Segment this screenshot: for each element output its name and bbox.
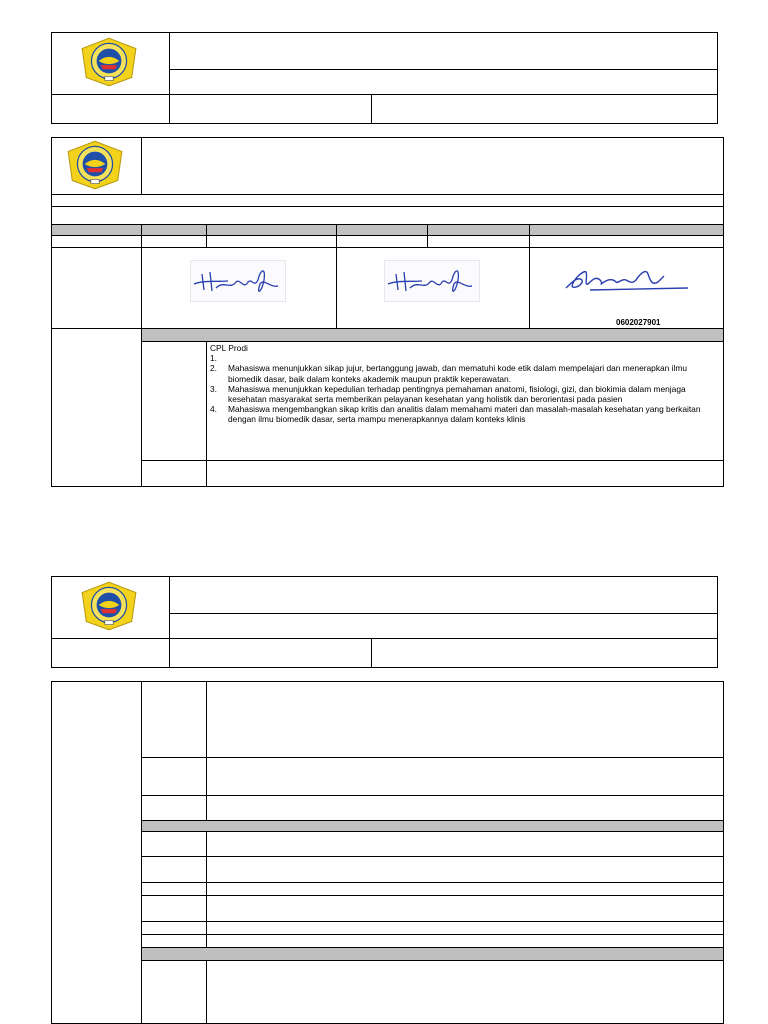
list-item xyxy=(210,404,718,424)
rps2-row-3-label xyxy=(141,795,207,821)
cpl-item-text: Mahasiswa menunjukkan sikap jujur, bertanggung jawab, dan mematuhi kode etik dalam mempelajari dan menerapkan ilmu biomedik dasar, baik dalam konteks akademik maupun praktik keperawatan. xyxy=(228,363,688,384)
rps-title-cell xyxy=(141,137,724,195)
rps2-row-9-content xyxy=(206,934,724,948)
cpl-item-number: 4. xyxy=(210,404,217,415)
header-title-cell xyxy=(169,32,718,70)
header-title-cell xyxy=(169,576,718,614)
cpl-title: CPL Prodi xyxy=(210,343,248,353)
rps-cpmk-content-cell xyxy=(206,460,724,487)
signature-2-image xyxy=(384,260,480,302)
header-subtitle-cell xyxy=(169,69,718,95)
university-seal-icon xyxy=(64,139,126,191)
signature-1-image xyxy=(190,260,286,302)
rps2-row-8-label xyxy=(141,921,207,935)
header-bottom-right-cell xyxy=(371,638,718,668)
cpl-item-text: Mahasiswa menunjukkan kepedulian terhadap pentingnya pemahaman anatomi, fisiologi, gizi, dan biokimia dalam menjaga kesehatan masyarakat serta memberikan pelayanan kesehatan yang holistik dan berorientasi pada pasien xyxy=(228,383,686,405)
header-bottom-mid-cell xyxy=(169,94,372,124)
rps2-row-7-content xyxy=(206,895,724,922)
rps2-row-1-label xyxy=(141,681,207,758)
rps-table-2 xyxy=(51,681,724,1024)
rps-outcome-gray-bar xyxy=(141,328,724,342)
rps-authorization-label-cell xyxy=(51,247,142,329)
cpl-item-number: 3. xyxy=(210,383,217,394)
rps-cpl-label-cell xyxy=(141,341,207,461)
header-bottom-left-cell xyxy=(51,638,170,668)
rps2-row-2-content xyxy=(206,757,724,796)
header-bottom-left-cell xyxy=(51,94,170,124)
signature-code: 0602027901 xyxy=(616,318,661,327)
header-box-2 xyxy=(51,576,718,668)
rps2-row-7-label xyxy=(141,895,207,922)
cpl-text xyxy=(210,343,718,425)
list-item xyxy=(210,353,718,363)
rps2-row-1-content xyxy=(206,681,724,758)
header-subtitle-cell xyxy=(169,613,718,639)
rps2-row-4-content xyxy=(206,831,724,857)
cpl-item-text: Mahasiswa mengembangkan sikap kritis dan analitis dalam memahami materi dan masalah-masalah kesehatan yang berkaitan dengan ilmu biomedik dasar, serta mampu menerapkannya dalam konteks klinis xyxy=(228,404,701,425)
university-seal-icon xyxy=(78,36,140,88)
rps2-row-10-content xyxy=(206,960,724,1024)
rps2-row-10-label xyxy=(141,960,207,1024)
university-seal-icon xyxy=(78,580,140,632)
rps2-row-3-content xyxy=(206,795,724,821)
rps2-row-5-content xyxy=(206,856,724,883)
cpl-list xyxy=(210,353,718,424)
list-item xyxy=(210,363,718,383)
rps2-gray-bar-2 xyxy=(141,947,724,961)
rps-table-1 xyxy=(51,137,724,487)
header-bottom-right-cell xyxy=(371,94,718,124)
cpl-item-number: 1. xyxy=(210,353,217,364)
cpl-item-number: 2. xyxy=(210,363,217,374)
list-item xyxy=(210,384,718,404)
rps2-row-4-label xyxy=(141,831,207,857)
rps2-row-8-content xyxy=(206,921,724,935)
signature-3-image xyxy=(560,262,690,296)
rps2-row-5-label xyxy=(141,856,207,883)
rps-outcome-label-cell xyxy=(51,328,142,487)
rps2-row-9-label xyxy=(141,934,207,948)
rps2-row-2-label xyxy=(141,757,207,796)
rps2-row-6-content xyxy=(206,882,724,896)
rps2-label-cell xyxy=(51,681,142,1024)
rps-cpmk-label-cell xyxy=(141,460,207,487)
rps-row-b xyxy=(51,206,724,225)
rps2-row-6-label xyxy=(141,882,207,896)
header-bottom-mid-cell xyxy=(169,638,372,668)
header-box-1 xyxy=(51,32,718,124)
